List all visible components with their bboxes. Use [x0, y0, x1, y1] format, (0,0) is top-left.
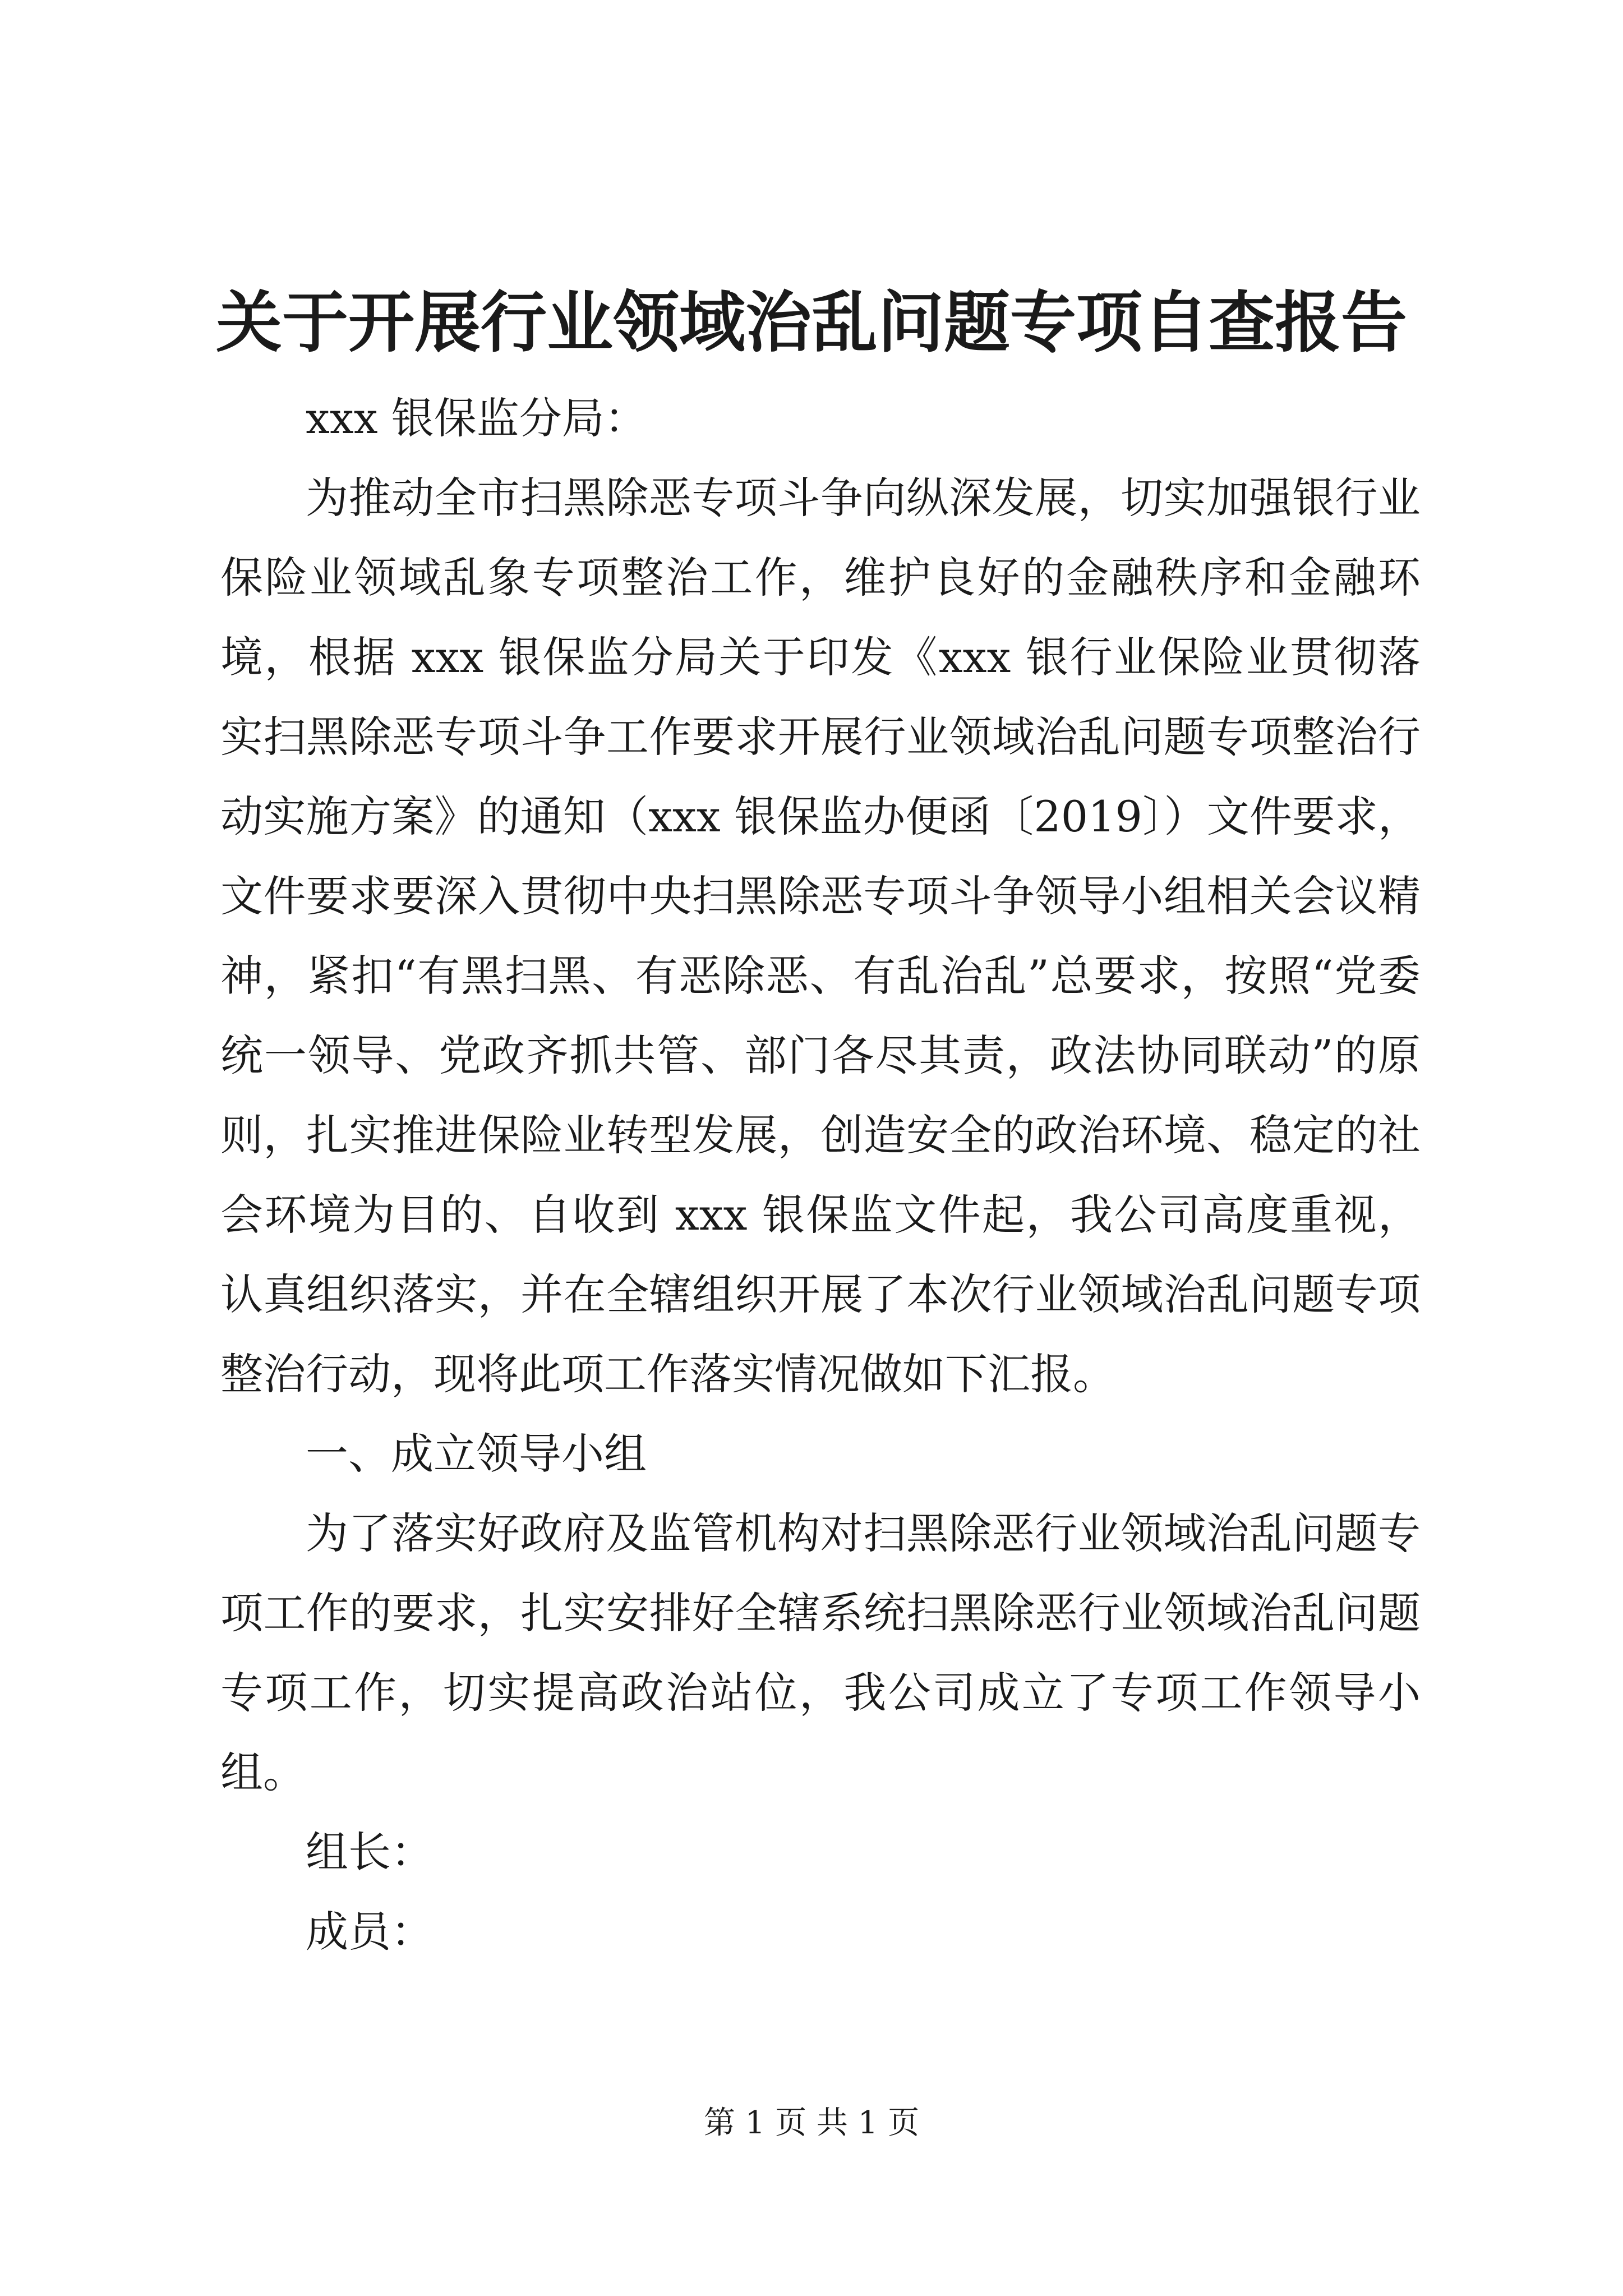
section-heading-1: 一、成立领导小组 [306, 1429, 647, 1479]
page-footer: 第 1 页 共 1 页 [703, 2105, 920, 2141]
members-line: 成员： [306, 1907, 434, 1957]
document-body [220, 379, 1421, 1972]
paragraph-intro: 为推动全市扫黑除恶专项斗争向纵深发展，切实加强银行业保险业领域乱象专项整治工作，维护良好的金融秩序和金融环境，根据 xxx 银保监分局关于印发《xxx 银行业保险业贯彻落实扫黑除恶专项斗争工作要求开展行业领域治乱问题专项整治行动实施方案》的通知（xxx 银保监办便函〔2019〕）文件要求，文件要求要深入贯彻中央扫黑除恶专项斗争领导小组相关会议精神，紧扣“有黑扫黑、有恶除恶、有乱治乱”总要求，按照“党委统一领导、党政齐抓共管、部门各尽其责，政法协同联动”的原则，扎实推进保险业转型发展，创造安全的政治环境、稳定的社会环境为目的、自收到 xxx 银保监文件起，我公司高度重视，认真组织落实，并在全辖组织开展了本次行业领域治乱问题专项整治行动，现将此项工作落实情况做如下汇报。 [220, 473, 1421, 1399]
group-leader-line: 组长： [306, 1827, 434, 1877]
paragraph-leadership: 为了落实好政府及监管机构对扫黑除恶行业领域治乱问题专项工作的要求，扎实安排好全辖系统扫黑除恶行业领域治乱问题专项工作，切实提高政治站位，我公司成立了专项工作领导小组。 [220, 1508, 1421, 1797]
salutation: xxx 银保监分局： [306, 393, 647, 443]
document-title: 关于开展行业领域治乱问题专项自查报告 [215, 283, 1407, 361]
